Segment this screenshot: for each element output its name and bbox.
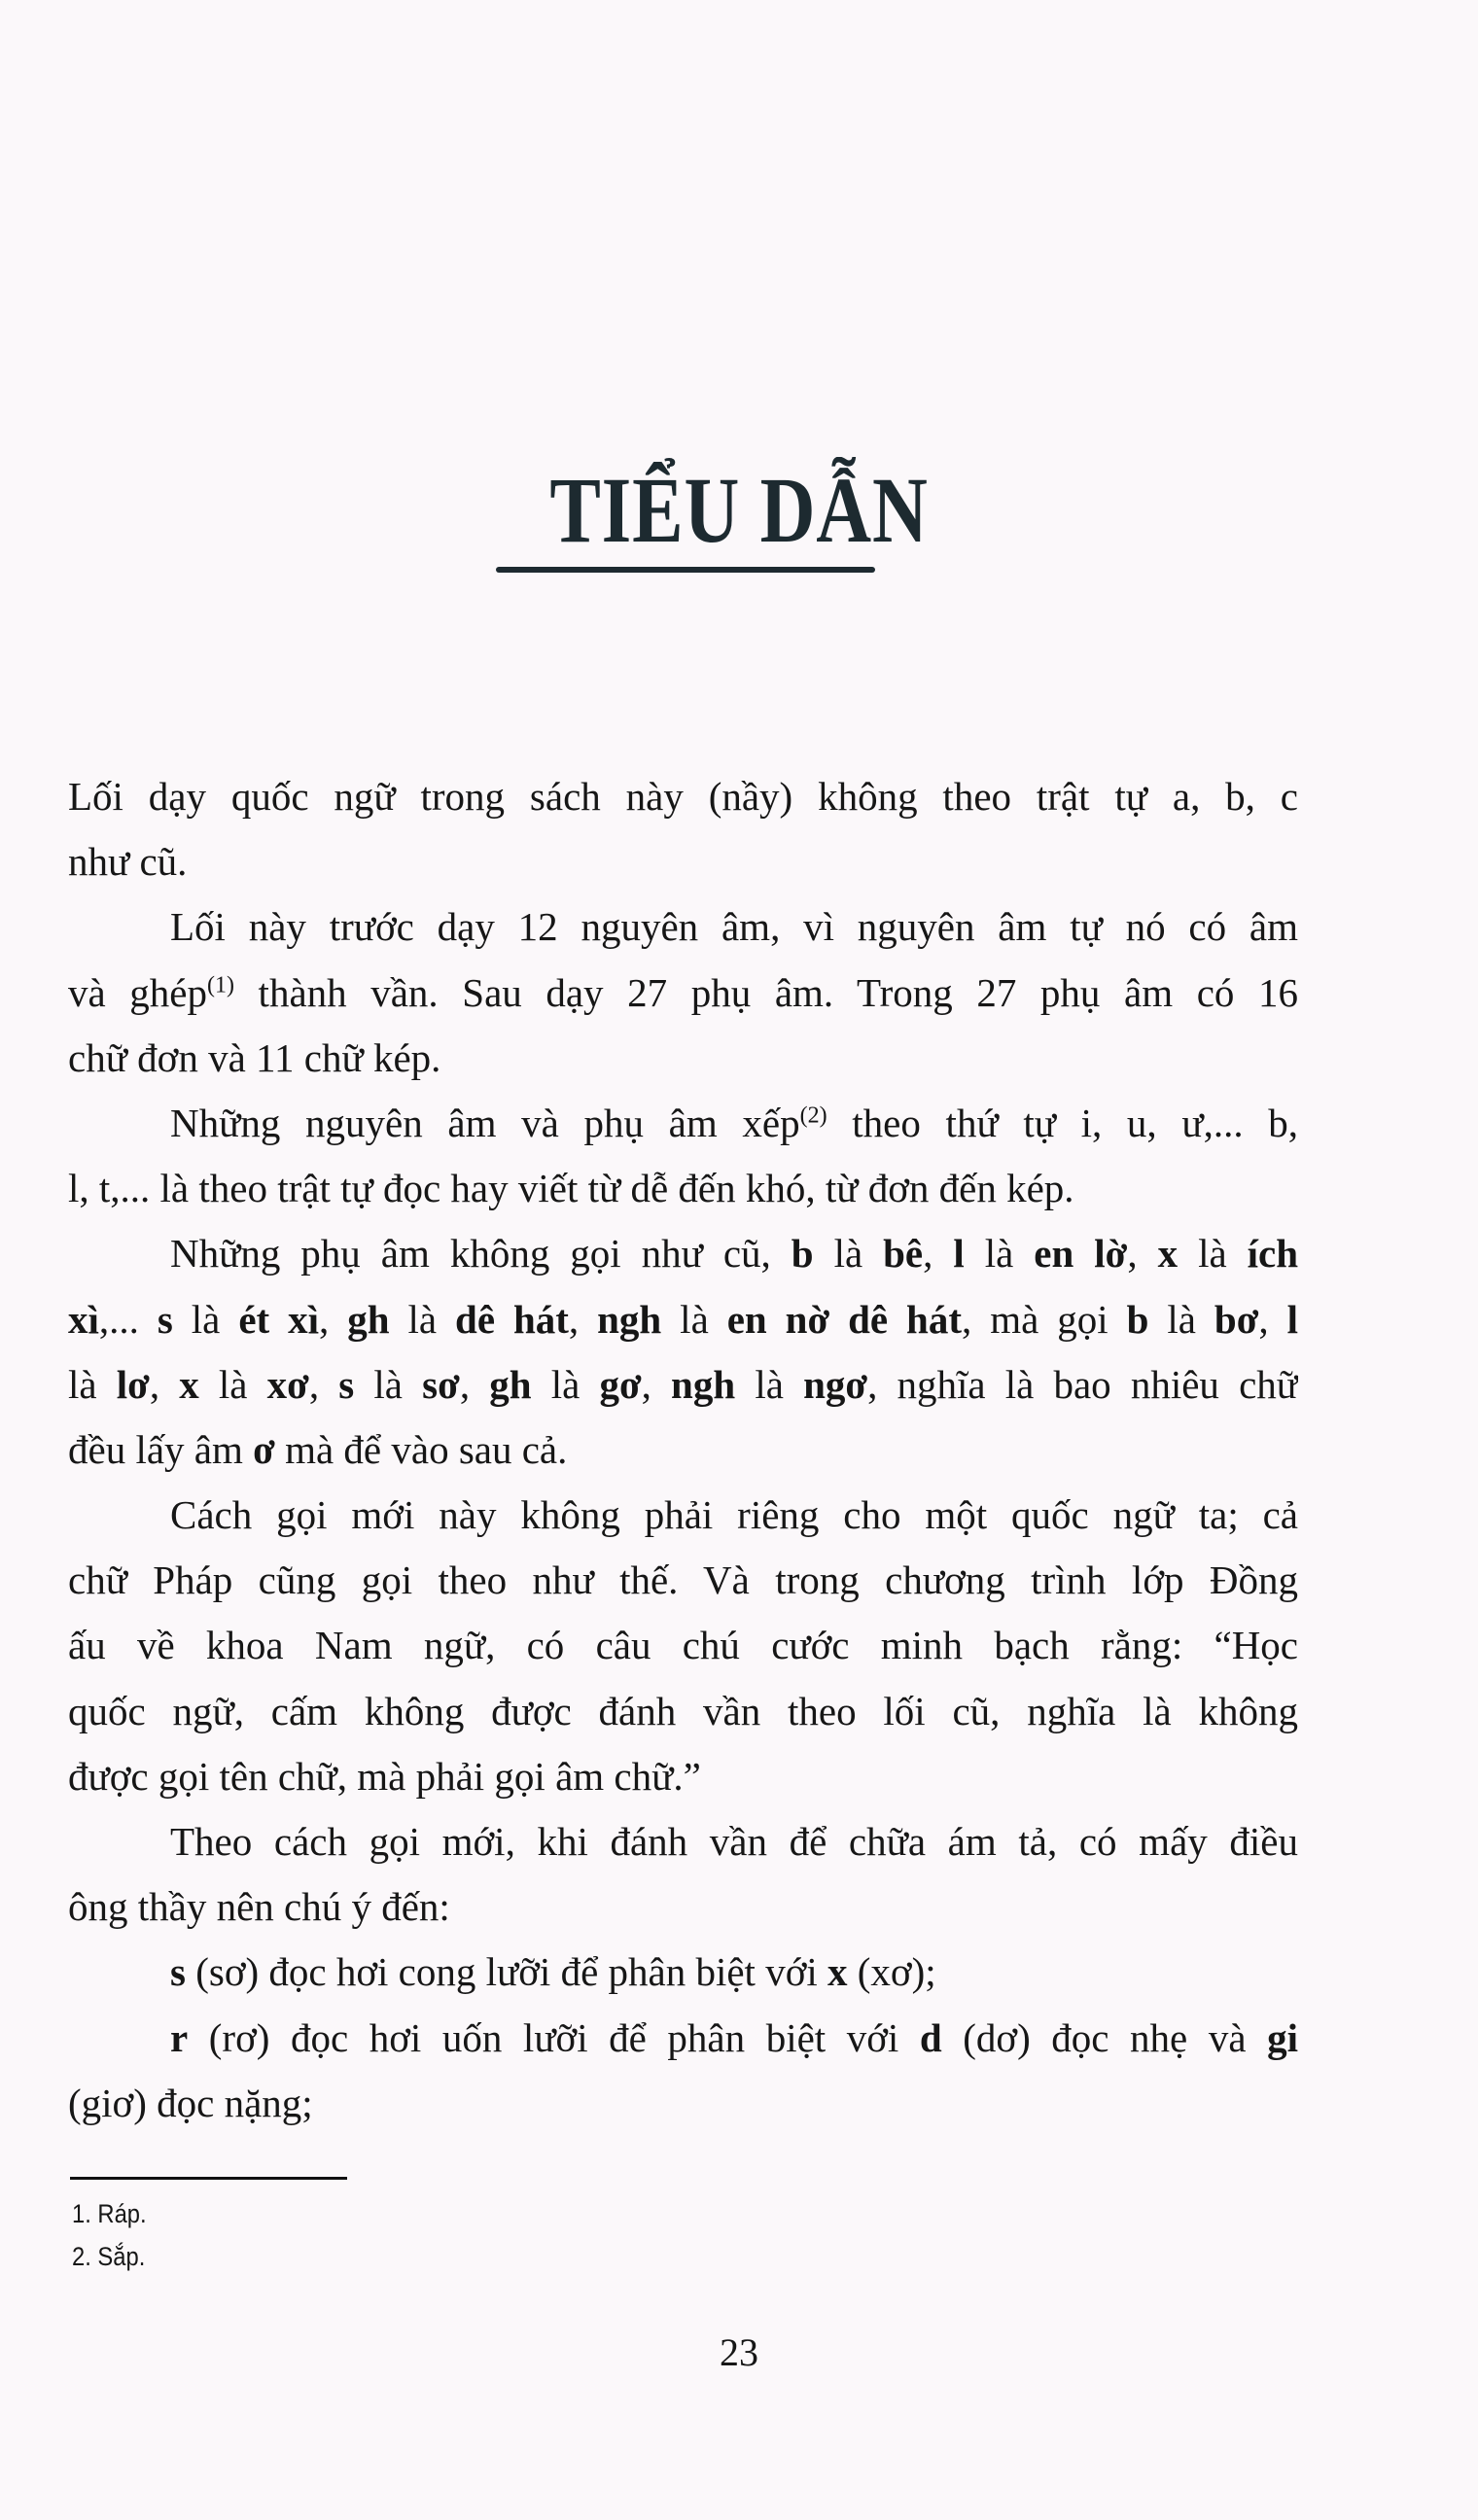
text-span: ,: [641, 1361, 672, 1407]
text-line: [68, 1221, 1298, 1286]
bold-text: s: [338, 1361, 355, 1407]
text-span: ấu về khoa Nam ngữ, có câu chú cước minh bạch rằng: “Học: [68, 1623, 1298, 1668]
text-span: và ghép: [68, 969, 207, 1015]
text-span: quốc ngữ, cấm không được đánh vần theo lối cũ, nghĩa là không: [68, 1688, 1298, 1733]
paragraph: [68, 1221, 1298, 1483]
text-line: [68, 1418, 1298, 1483]
text-span: được gọi tên chữ, mà phải gọi âm chữ.”: [68, 1753, 701, 1799]
bold-text: bê: [883, 1231, 924, 1277]
footnote-reference: (1): [206, 971, 234, 998]
bold-text: x: [827, 1949, 848, 1995]
text-span: ,: [459, 1361, 490, 1407]
text-span: (sơ) đọc hơi cong lưỡi để phân biệt với: [185, 1949, 828, 1995]
paragraph: [68, 1091, 1298, 1221]
text-line: [68, 2006, 1298, 2071]
text-span: là: [354, 1361, 423, 1407]
text-span: thành vần. Sau dạy 27 phụ âm. Trong 27 phụ âm có 16: [233, 969, 1298, 1015]
text-span: là: [1148, 1296, 1214, 1342]
text-span: ,: [568, 1296, 598, 1342]
body-text: [68, 764, 1298, 2136]
bold-text: gh: [347, 1296, 390, 1342]
text-line: [68, 1679, 1298, 1744]
text-line: [68, 1026, 1298, 1091]
text-line: [68, 961, 1298, 1026]
text-span: Những nguyên âm và phụ âm xếp: [170, 1100, 800, 1145]
bold-text: b: [791, 1231, 814, 1277]
text-span: ,: [1258, 1296, 1287, 1342]
bold-text: r: [170, 2014, 189, 2060]
text-line: [68, 2071, 1298, 2136]
text-span: , nghĩa là bao nhiêu chữ: [867, 1361, 1298, 1407]
bold-text: ngh: [597, 1296, 662, 1342]
text-span: ,: [149, 1361, 180, 1407]
text-span: chữ Pháp cũng gọi theo như thế. Và trong chương trình lớp Đồng: [68, 1558, 1298, 1603]
text-span: là: [813, 1231, 884, 1277]
text-span: theo thứ tự i, u, ư,... b,: [827, 1100, 1298, 1145]
text-line: [68, 764, 1298, 829]
text-span: đều lấy âm: [68, 1426, 254, 1472]
bold-text: ngh: [671, 1361, 736, 1407]
bold-text: sơ: [422, 1361, 460, 1407]
bold-text: dê hát: [455, 1296, 569, 1342]
footnote-divider: [70, 2177, 347, 2180]
footnote-reference: (2): [799, 1102, 827, 1129]
text-line: [68, 1809, 1298, 1874]
page-title: TIỂU DẪN: [549, 458, 929, 562]
bold-text: gơ: [599, 1361, 642, 1407]
text-span: (xơ);: [847, 1949, 936, 1995]
text-span: Lối dạy quốc ngữ trong sách này (nầy) không theo trật tự a, b, c: [68, 774, 1298, 819]
text-line: [68, 1744, 1298, 1809]
bold-text: xì: [68, 1296, 99, 1342]
text-span: ,: [1127, 1231, 1158, 1277]
bold-text: ét xì: [238, 1296, 320, 1342]
text-line: [68, 1352, 1298, 1418]
page-number: 23: [720, 2330, 758, 2374]
text-line: [68, 1613, 1298, 1678]
text-line: [68, 1156, 1298, 1221]
text-span: là: [531, 1361, 600, 1407]
text-span: Cách gọi mới này không phải riêng cho một quốc ngữ ta; cả: [170, 1492, 1298, 1538]
text-line: [68, 1874, 1298, 1940]
bold-text: s: [157, 1296, 173, 1342]
text-span: là: [735, 1361, 804, 1407]
text-span: như cũ.: [68, 839, 188, 885]
text-span: ,: [923, 1231, 954, 1277]
bold-text: s: [170, 1949, 186, 1995]
text-span: là: [964, 1231, 1035, 1277]
bold-text: xơ: [266, 1361, 309, 1407]
text-line: [68, 1091, 1298, 1156]
text-span: ,: [319, 1296, 348, 1342]
text-span: Theo cách gọi mới, khi đánh vần để chữa ám tả, có mấy điều: [170, 1819, 1298, 1864]
paragraph: [68, 1809, 1298, 1940]
text-span: l, t,... là theo trật tự đọc hay viết từ dễ đến khó, từ đơn đến kép.: [68, 1166, 1074, 1211]
text-span: ,...: [98, 1296, 158, 1342]
bold-text: en lờ: [1034, 1231, 1128, 1277]
text-line: [68, 1548, 1298, 1613]
bold-text: x: [179, 1361, 199, 1407]
text-span: (giơ) đọc nặng;: [68, 2080, 313, 2125]
text-span: Những phụ âm không gọi như cũ,: [170, 1231, 792, 1277]
bold-text: gh: [489, 1361, 532, 1407]
paragraph: [68, 1483, 1298, 1809]
text-span: mà để vào sau cả.: [274, 1426, 568, 1472]
bold-text: ích: [1247, 1231, 1298, 1277]
paragraph: [68, 764, 1298, 894]
paragraph: [68, 1940, 1298, 2005]
text-span: ông thầy nên chú ý đến:: [68, 1884, 450, 1930]
text-line: [68, 1940, 1298, 2005]
text-line: [68, 1483, 1298, 1548]
text-span: là: [198, 1361, 267, 1407]
bold-text: gi: [1267, 2014, 1298, 2060]
bold-text: lơ: [116, 1361, 150, 1407]
paragraph: [68, 2006, 1298, 2136]
paragraph: [68, 894, 1298, 1091]
text-span: Lối này trước dạy 12 nguyên âm, vì nguyên âm tự nó có âm: [170, 904, 1298, 950]
bold-text: bơ: [1214, 1296, 1259, 1342]
text-line: [68, 894, 1298, 960]
text-span: ,: [308, 1361, 339, 1407]
bold-text: l: [953, 1231, 965, 1277]
text-span: là: [172, 1296, 239, 1342]
bold-text: b: [1126, 1296, 1149, 1342]
text-span: , mà gọi: [962, 1296, 1127, 1342]
text-span: là: [1178, 1231, 1248, 1277]
bold-text: x: [1157, 1231, 1179, 1277]
bold-text: l: [1286, 1296, 1298, 1342]
footnote-2: 2. Sắp.: [72, 2242, 146, 2271]
text-span: chữ đơn và 11 chữ kép.: [68, 1034, 441, 1080]
title-underline: [496, 567, 875, 573]
text-line: [68, 829, 1298, 894]
bold-text: d: [919, 2014, 942, 2060]
text-span: là: [68, 1361, 117, 1407]
text-span: (rơ) đọc hơi uốn lưỡi để phân biệt với: [188, 2014, 920, 2060]
bold-text: en nờ dê hát: [726, 1296, 963, 1342]
text-line: [68, 1287, 1298, 1352]
text-span: (dơ) đọc nhẹ và: [941, 2014, 1268, 2060]
bold-text: ngơ: [803, 1361, 868, 1407]
bold-text: ơ: [253, 1426, 275, 1472]
text-span: là: [389, 1296, 456, 1342]
text-span: là: [661, 1296, 727, 1342]
footnote-1: 1. Ráp.: [72, 2199, 147, 2228]
